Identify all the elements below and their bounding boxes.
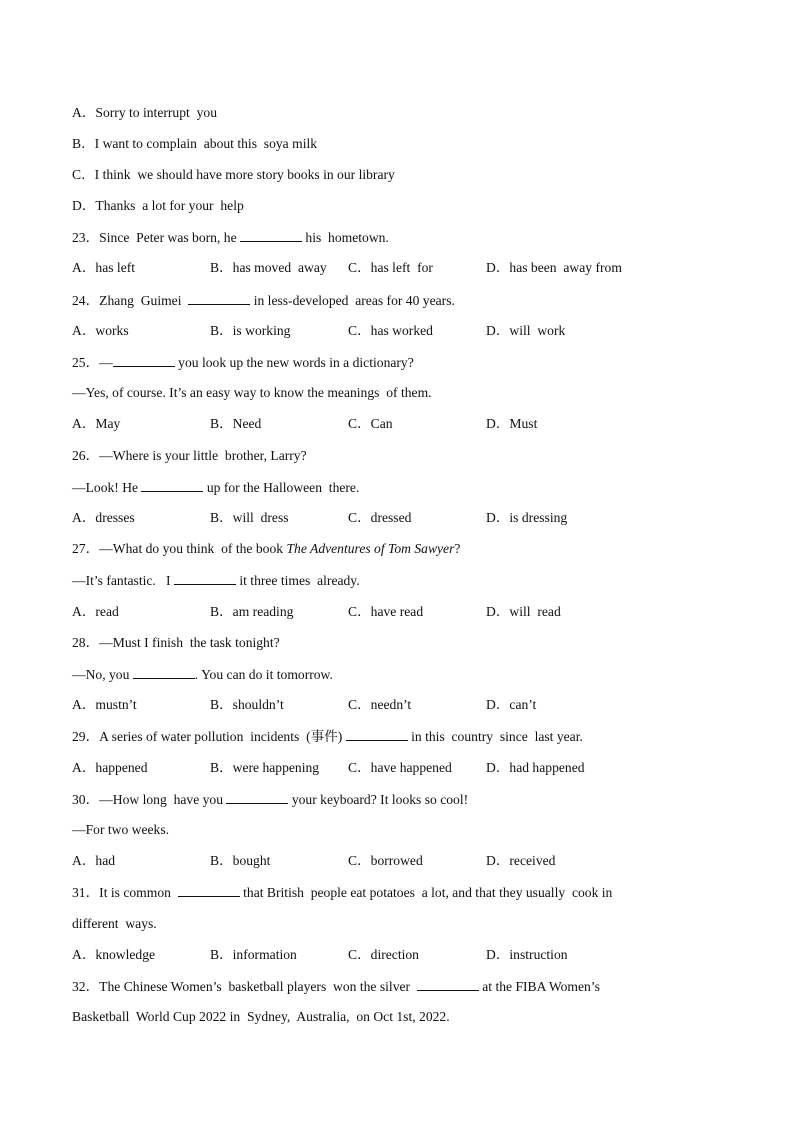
option-a: A．works [72,323,129,338]
q24-options [72,321,752,341]
option-b: B．will dress [210,510,289,525]
option-b: B．shouldn’t [210,697,284,712]
option-c: C．has worked [348,323,433,338]
option-b: B．am reading [210,604,294,619]
q28-reply: —No, you . You can do it tomorrow. [72,664,734,684]
answer-blank [188,290,250,305]
option-b: B．were happening [210,760,320,775]
answer-blank [226,789,288,804]
q26-reply: —Look! He up for the Halloween there. [72,477,734,497]
option-c: C．have read [348,604,424,619]
q30-options [72,851,752,871]
q31-stem: 31．It is common that British people eat potatoes a lot, and that they usually cook in [72,882,734,902]
q30-reply: —For two weeks. [72,822,170,837]
q22-option-c: C．I think we should have more story books in our library [72,167,395,182]
option-c: C．needn’t [348,697,412,712]
q22-option-b: B．I want to complain about this soya milk [72,136,318,151]
option-a: A．knowledge [72,947,156,962]
option-d: D．Must [486,416,538,431]
option-a: A．happened [72,760,148,775]
answer-blank [113,352,175,367]
q26-options [72,508,752,528]
option-d: D．had happened [486,760,585,775]
q32-stem-continued: Basketball World Cup 2022 in Sydney, Australia, on Oct 1st, 2022. [72,1009,450,1024]
answer-blank [417,976,479,991]
answer-blank [346,726,408,741]
q25-options [72,414,752,434]
q29-stem: 29．A series of water pollution incidents (事件) in this country since last year. [72,726,734,746]
q25-reply: —Yes, of course. It’s an easy way to know the meanings of them. [72,385,432,400]
option-d: D．will read [486,604,561,619]
q28-stem: 28．—Must I finish the task tonight? [72,635,280,650]
option-b: B．bought [210,853,271,868]
option-d: D．is dressing [486,510,568,525]
option-a: A．had [72,853,116,868]
answer-blank [174,570,236,585]
q22-option-d: D．Thanks a lot for your help [72,198,244,213]
answer-blank [141,477,203,492]
option-a: A．mustn’t [72,697,137,712]
option-d: D．has been away from [486,260,622,275]
answer-blank [178,882,240,897]
option-a: A．has left [72,260,136,275]
option-d: D．instruction [486,947,568,962]
option-c: C．borrowed [348,853,423,868]
q27-reply: —It’s fantastic. I it three times already. [72,570,734,590]
answer-blank [133,664,195,679]
option-a: A．dresses [72,510,135,525]
q29-options [72,758,752,778]
option-a: A．May [72,416,121,431]
option-d: D．will work [486,323,566,338]
option-c: C．direction [348,947,419,962]
option-d: D．can’t [486,697,537,712]
option-c: C．Can [348,416,393,431]
q30-stem: 30．—How long have you your keyboard? It looks so cool! [72,789,734,809]
q31-stem-continued: different ways. [72,916,157,931]
book-title: The Adventures of Tom Sawyer [286,541,455,556]
q31-options [72,945,752,965]
option-c: C．dressed [348,510,412,525]
q28-options [72,695,752,715]
answer-blank [240,227,302,242]
option-a: A．read [72,604,119,619]
q27-stem: 27．—What do you think of the book The Adventures of Tom Sawyer? [72,541,461,556]
q23-options [72,258,752,278]
option-b: B．is working [210,323,291,338]
q23-stem: 23．Since Peter was born, he his hometown. [72,227,734,247]
option-b: B．information [210,947,297,962]
option-c: C．have happened [348,760,452,775]
option-b: B．Need [210,416,262,431]
q32-stem: 32．The Chinese Women’s basketball players won the silver at the FIBA Women’s [72,976,734,996]
q22-option-a: A．Sorry to interrupt you [72,105,217,120]
option-d: D．received [486,853,556,868]
option-c: C．has left for [348,260,433,275]
q25-stem: 25．— you look up the new words in a dictionary? [72,352,734,372]
q24-stem: 24．Zhang Guimei in less-developed areas for 40 years. [72,290,734,310]
option-b: B．has moved away [210,260,327,275]
q26-stem: 26．—Where is your little brother, Larry? [72,448,307,463]
q27-options [72,602,752,622]
